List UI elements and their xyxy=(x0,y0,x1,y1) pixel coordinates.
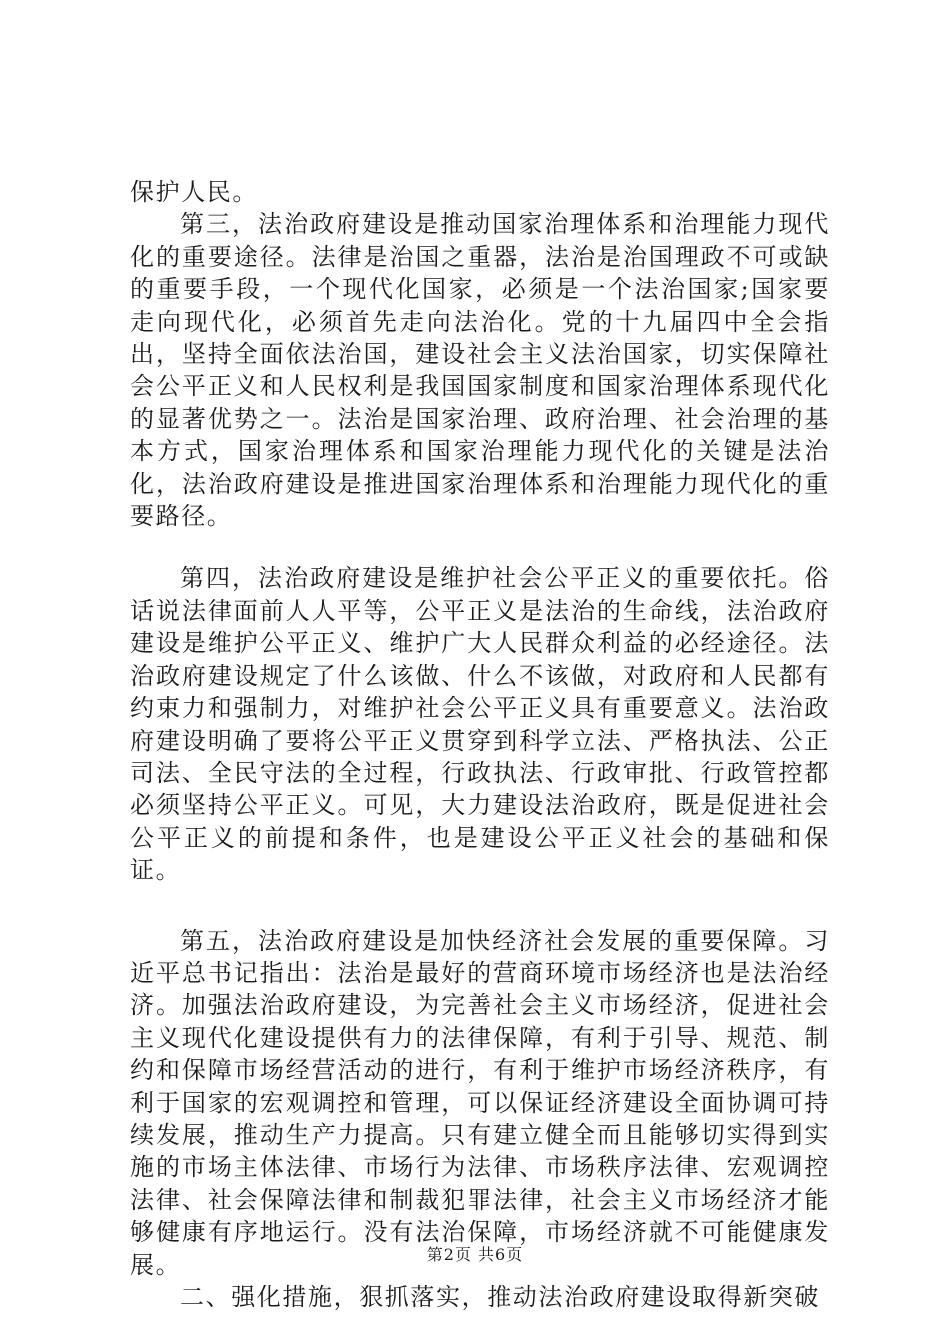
paragraph-5: 二、强化措施，狠抓落实，推动法治政府建设取得新突破 xyxy=(180,1283,820,1311)
paragraph-2: 第三，法治政府建设是推动国家治理体系和治理能力现代化的重要途径。法律是治国之重器，法治是治国理政不可或缺的重要手段，一个现代化国家，必须是一个法治国家;国家要走向现代化，必须首先走向法治化。党的十九届四中全会指出，坚持全面依法治国，建设社会主义法治国家，切实保障社会公平正义和人民权利是我国国家制度和国家治理体系现代化的显著优势之一。法治是国家治理、政府治理、社会治理的基本方式，国家治理体系和国家治理能力现代化的关键是法治化，法治政府建设是推进国家治理体系和治理能力现代化的重要路径。 xyxy=(130,210,830,531)
document-body xyxy=(130,176,830,1313)
paragraph-4: 第五，法治政府建设是加快经济社会发展的重要保障。习近平总书记指出：法治是最好的营商环境市场经济也是法治经济。加强法治政府建设，为完善社会主义市场经济，促进社会主义现代化建设提供有力的法律保障，有利于引导、规范、制约和保障市场经营活动的进行，有利于维护市场经济秩序，有利于国家的宏观调控和管理，可以保证经济建设全面协调可持续发展，推动生产力提高。只有建立健全而且能够切实得到实施的市场主体法律、市场行为法律、市场秩序法律、宏观调控法律、社会保障法律和制裁犯罪法律，社会主义市场经济才能够健康有序地运行。没有法治保障，市场经济就不可能健康发展。 xyxy=(130,926,830,1279)
paragraph-3: 第四，法治政府建设是维护社会公平正义的重要依托。俗话说法律面前人人平等，公平正义是法治的生命线，法治政府建设是维护公平正义、维护广大人民群众利益的必经途径。法治政府建设规定了什么该做、什么不该做，对政府和人民都有约束力和强制力，对维护社会公平正义具有重要意义。法治政府建设明确了要将公平正义贯穿到科学立法、严格执法、公正司法、全民守法的全过程，行政执法、行政审批、行政管控都必须坚持公平正义。可见，大力建设法治政府，既是促进社会公平正义的前提和条件，也是建设公平正义社会的基础和保证。 xyxy=(130,564,830,885)
paragraph-1: 保护人民。 xyxy=(130,178,258,206)
page-footer: 第2页 共6页 xyxy=(426,1245,524,1264)
